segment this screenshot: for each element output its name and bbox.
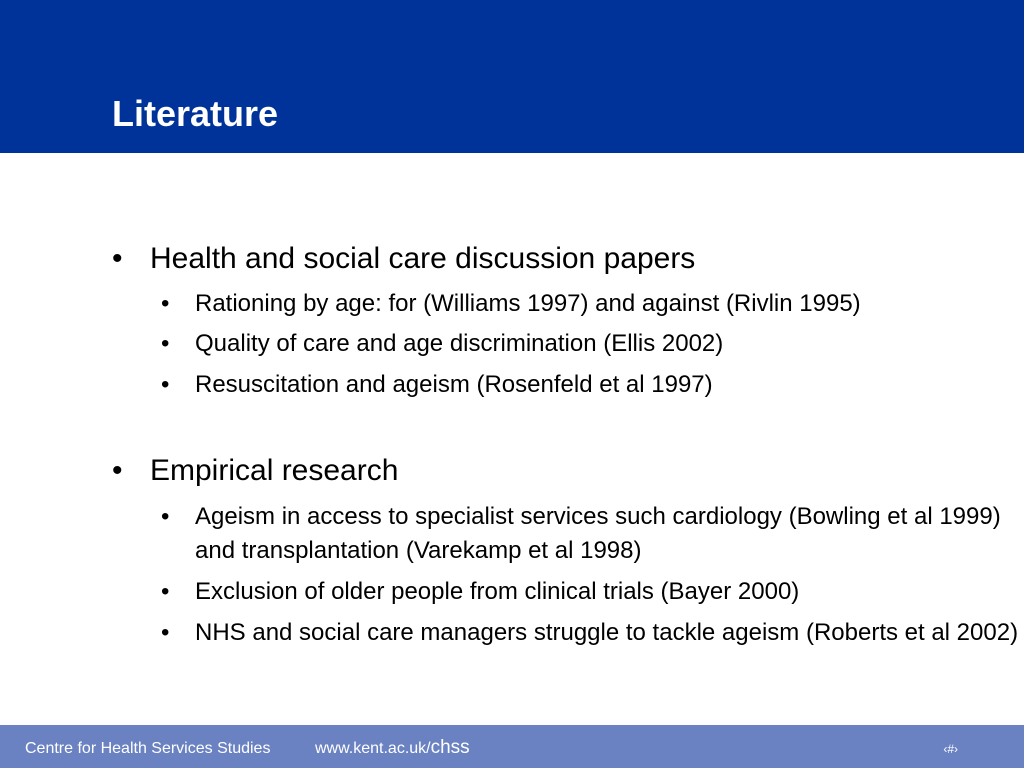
list-item-text: Quality of care and age discrimination (Ellis 2002) bbox=[195, 330, 724, 357]
list-item-text: Rationing by age: for (Williams 1997) and against (Rivlin 1995) bbox=[195, 290, 861, 317]
bullet-marker: • bbox=[161, 578, 170, 605]
footer-bar bbox=[0, 725, 1024, 768]
footer-url bbox=[315, 737, 470, 760]
bullet-marker: • bbox=[161, 619, 170, 646]
list-item-ageism-specialist-services bbox=[161, 500, 1021, 568]
bullet-marker: • bbox=[161, 371, 170, 398]
page-number: ‹#› bbox=[943, 742, 958, 756]
list-item-quality-of-care bbox=[161, 327, 1021, 361]
footer-url-suffix: chss bbox=[430, 737, 470, 758]
bullet-marker: • bbox=[161, 290, 170, 317]
list-item-text: Exclusion of older people from clinical trials (Bayer 2000) bbox=[195, 578, 800, 605]
list-item-nhs-managers bbox=[161, 616, 1021, 650]
list-item-exclusion-clinical-trials bbox=[161, 575, 1021, 609]
list-item-resuscitation bbox=[161, 368, 1021, 402]
list-item-text: Ageism in access to specialist services such cardiology (Bowling et al 1999) and transplantation (Varekamp et al 1998) bbox=[195, 503, 1001, 564]
list-item-text: NHS and social care managers struggle to tackle ageism (Roberts et al 2002) bbox=[195, 619, 1019, 646]
footer-centre-name: Centre for Health Services Studies bbox=[25, 740, 271, 757]
section-heading-text: Empirical research bbox=[150, 454, 399, 487]
bullet-marker: • bbox=[112, 454, 123, 487]
section-heading-text: Health and social care discussion papers bbox=[150, 242, 696, 275]
list-item-text: Resuscitation and ageism (Rosenfeld et al 1997) bbox=[195, 371, 713, 398]
bullet-marker: • bbox=[161, 503, 170, 530]
footer-url-base: www.kent.ac.uk/ bbox=[315, 740, 431, 757]
list-item-rationing-by-age bbox=[161, 287, 1021, 321]
slide-title: Literature bbox=[112, 93, 279, 134]
bullet-marker: • bbox=[112, 242, 123, 275]
bullet-marker: • bbox=[161, 330, 170, 357]
